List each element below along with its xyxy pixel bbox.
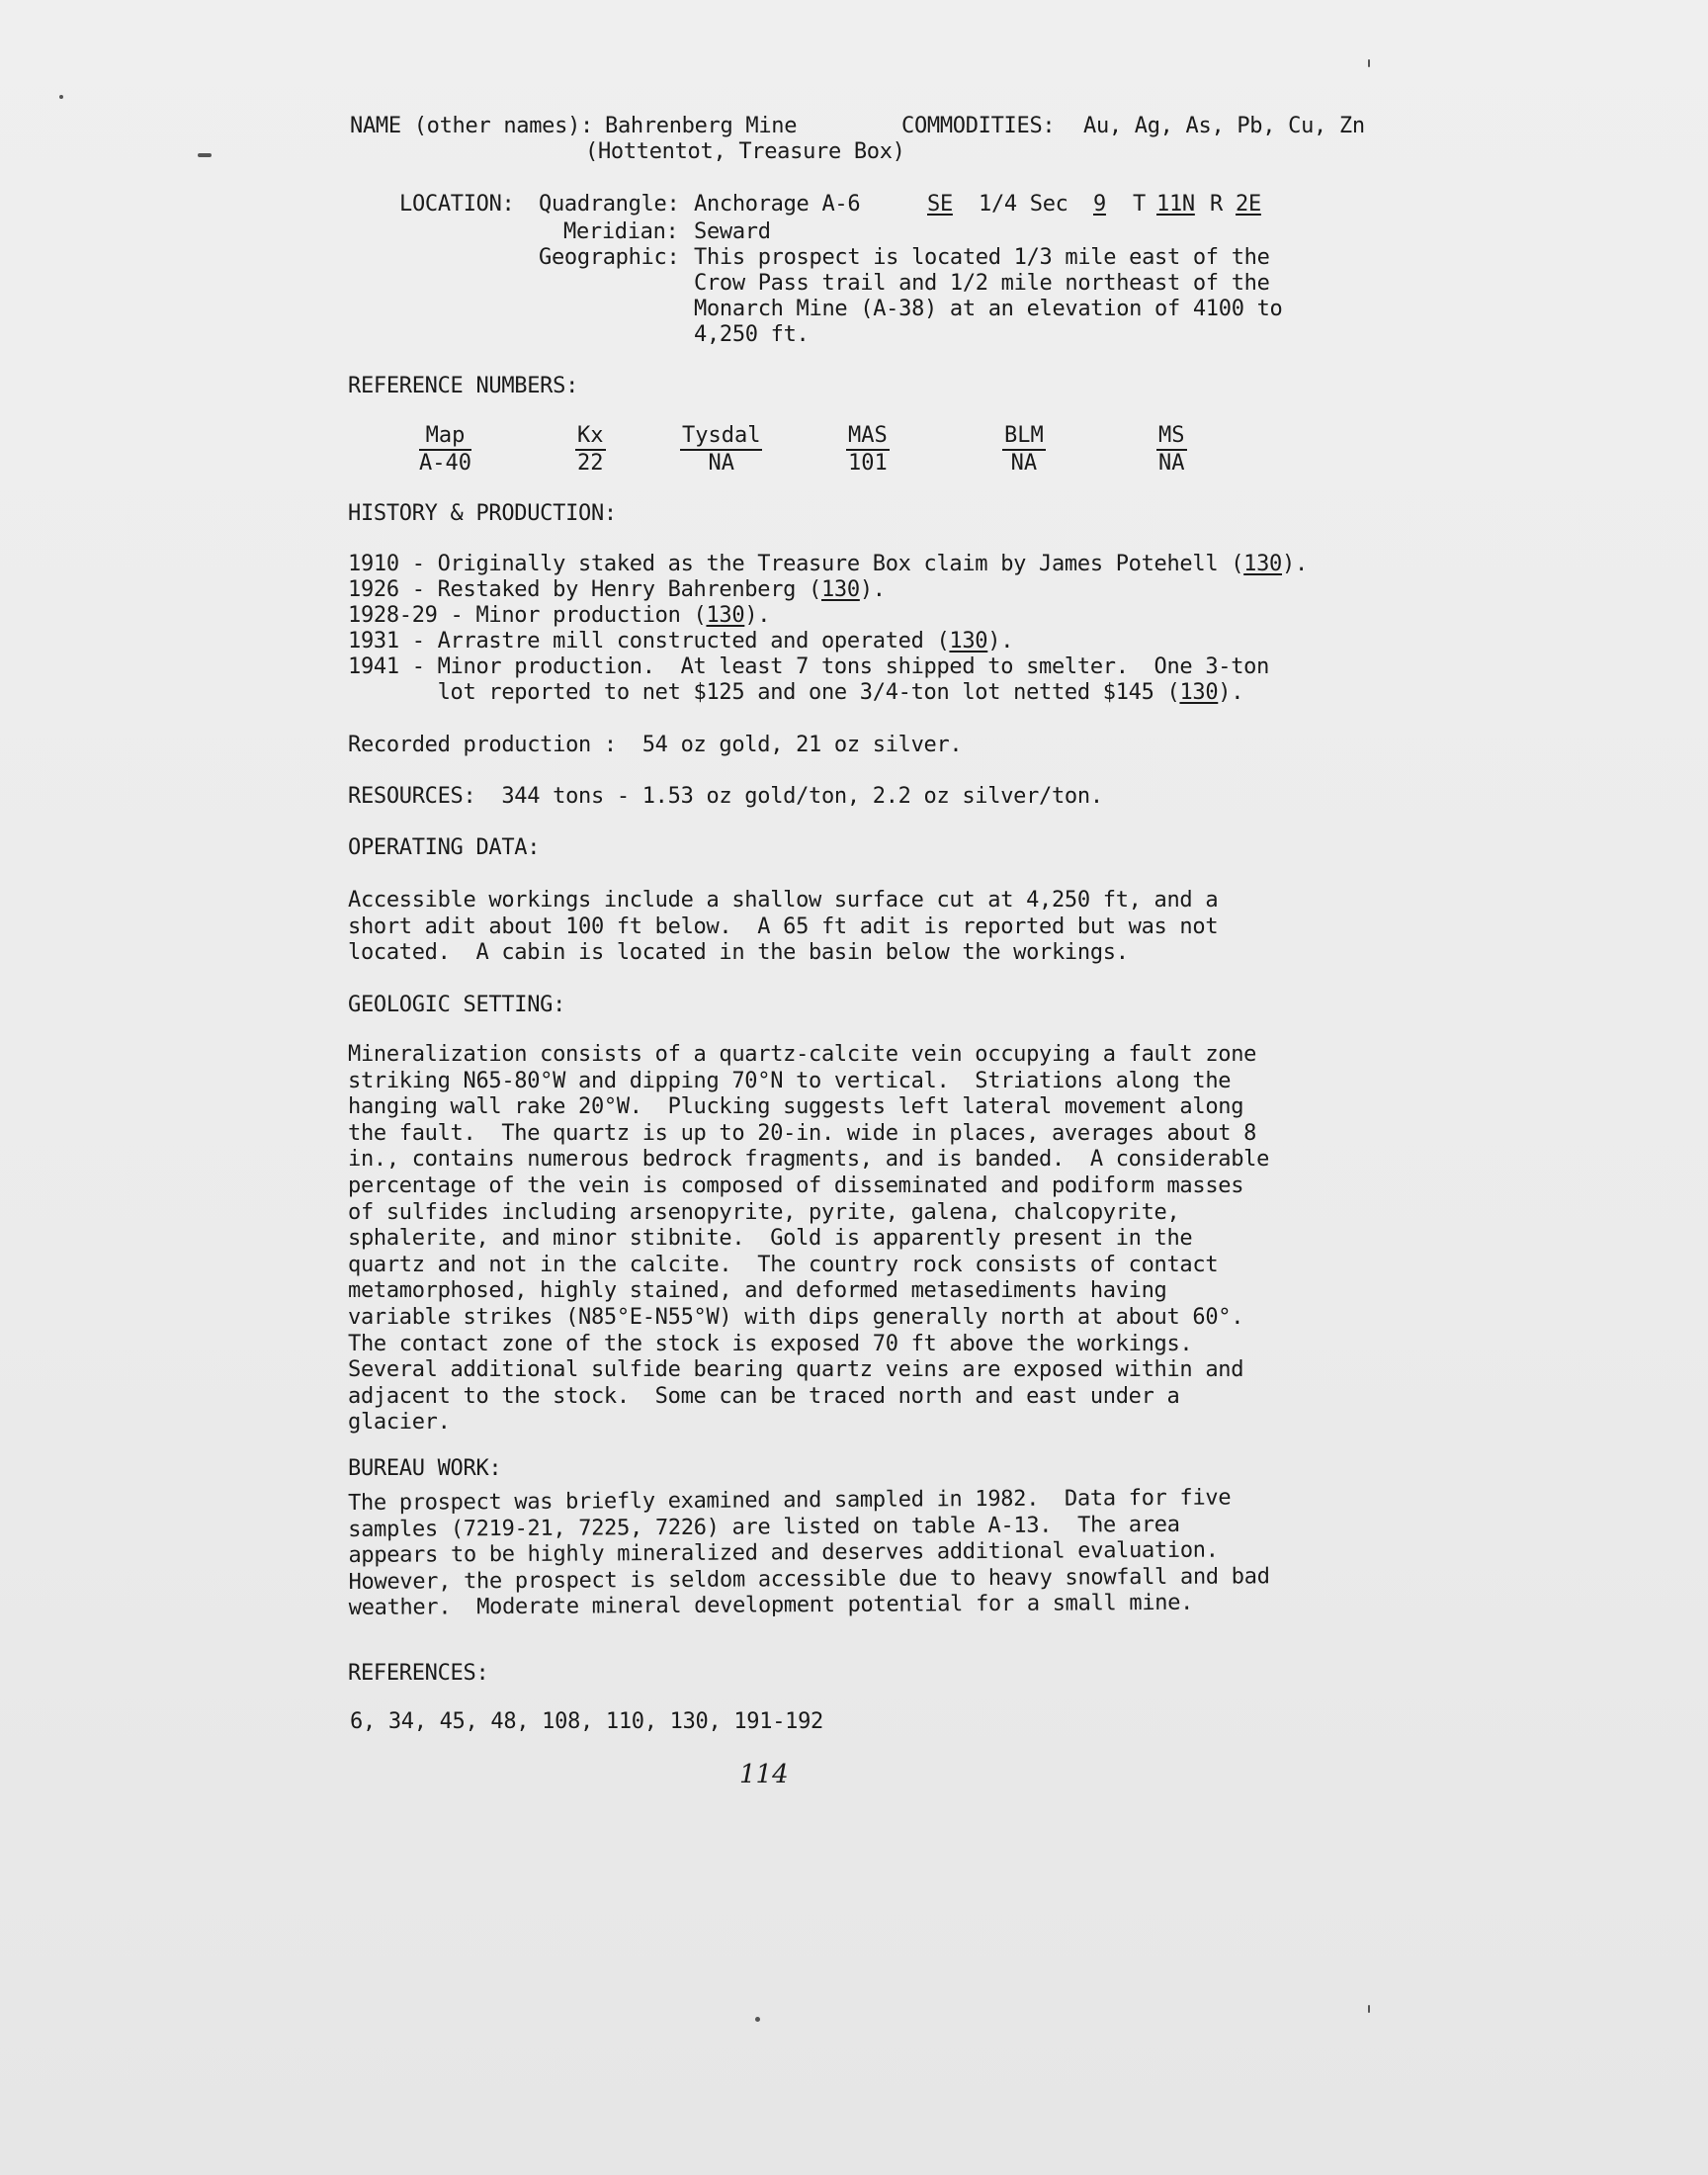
reference-numbers-heading: REFERENCE NUMBERS: bbox=[348, 374, 579, 398]
history-entry: 1941 - Minor production. At least 7 tons shipped to smelter. One 3-ton bbox=[348, 654, 1270, 679]
ref-value: 101 bbox=[848, 451, 888, 476]
quarter-suffix: 1/4 Sec bbox=[979, 192, 1068, 217]
ref-label: MS bbox=[1156, 423, 1187, 451]
scan-speck bbox=[1368, 2005, 1370, 2013]
section-value: 9 bbox=[1093, 192, 1106, 217]
ref-col-tysdal bbox=[680, 423, 762, 477]
scan-speck bbox=[1368, 59, 1370, 67]
quadrangle-label: Quadrangle: bbox=[539, 192, 680, 217]
ref-value: A-40 bbox=[419, 451, 471, 476]
range-value: 2E bbox=[1236, 192, 1261, 217]
resources: RESOURCES: 344 tons - 1.53 oz gold/ton, 2.2 oz silver/ton. bbox=[348, 784, 1103, 809]
name-label: NAME (other names): bbox=[350, 114, 593, 138]
bureau-work-text: The prospect was briefly examined and sampled in 1982. Data for five samples (7219-21, 7225, 7226) are listed on table A-13. The area appears to be highly mineralized and deserves additional evaluation. However, the prospect is seldom accessible due to heavy snowfall and bad weather. Moderate mineral development potential for a small mine. bbox=[348, 1485, 1270, 1621]
references-value: 6, 34, 45, 48, 108, 110, 130, 191-192 bbox=[350, 1709, 823, 1734]
commodities-value: Au, Ag, As, Pb, Cu, Zn bbox=[1083, 114, 1365, 138]
history-entry: 1928-29 - Minor production (130). bbox=[348, 603, 771, 628]
ref-value: NA bbox=[1158, 451, 1185, 476]
history-entry: lot reported to net $125 and one 3/4-ton lot netted $145 (130). bbox=[348, 680, 1244, 705]
scan-speck bbox=[59, 95, 63, 99]
other-names: (Hottentot, Treasure Box) bbox=[585, 139, 905, 164]
quarter-value: SE bbox=[927, 192, 953, 217]
geographic-line-3: Monarch Mine (A-38) at an elevation of 4100 to bbox=[694, 297, 1283, 321]
operating-data-heading: OPERATING DATA: bbox=[348, 835, 541, 860]
scan-speck bbox=[755, 2017, 760, 2022]
ref-label: Map bbox=[419, 423, 471, 451]
ref-value: NA bbox=[708, 451, 734, 476]
ref-label: Tysdal bbox=[680, 423, 762, 451]
history-entry: 1910 - Originally staked as the Treasure Box claim by James Potehell (130). bbox=[348, 552, 1308, 576]
ref-col-blm bbox=[1002, 423, 1046, 477]
ref-col-kx bbox=[575, 423, 606, 477]
ref-value: NA bbox=[1010, 451, 1038, 476]
ref-col-map bbox=[419, 423, 471, 477]
geologic-setting-text: Mineralization consists of a quartz-calcite vein occupying a fault zone striking N65-80°W and dipping 70°N to vertical. Striations along the hanging wall rake 20°W. Plucking suggests left lateral movement along the fault. The quartz is up to 20-in. wide in places, averages about 8 in., contains numerous bedrock fragments, and is banded. A considerable percentage of the vein is composed of disseminated and podiform masses of sulfides including arsenopyrite, pyrite, galena, chalcopyrite, sphalerite, and minor stibnite. Gold is apparently present in the quartz and not in the calcite. The country rock consists of contact metamorphosed, highly stained, and deformed metasediments having variable strikes (N85°E-N55°W) with dips generally north at about 60°. The contact zone of the stock is exposed 70 ft above the workings. Several additional sulfide bearing quartz veins are exposed within and adjacent to the stock. Some can be traced north and east under a glacier. bbox=[348, 1042, 1270, 1436]
recorded-production: Recorded production : 54 oz gold, 21 oz silver. bbox=[348, 733, 963, 757]
geographic-line-1: This prospect is located 1/3 mile east of the bbox=[694, 245, 1270, 270]
ref-label: MAS bbox=[846, 423, 890, 451]
page-number: 114 bbox=[739, 1760, 789, 1789]
meridian-label: Meridian: bbox=[563, 219, 679, 244]
range-label: R bbox=[1210, 192, 1223, 217]
geographic-line-2: Crow Pass trail and 1/2 mile northeast of the bbox=[694, 271, 1270, 296]
references-heading: REFERENCES: bbox=[348, 1661, 489, 1686]
history-entry: 1926 - Restaked by Henry Bahrenberg (130). bbox=[348, 577, 886, 602]
history-heading: HISTORY & PRODUCTION: bbox=[348, 501, 617, 526]
location-label: LOCATION: bbox=[399, 192, 515, 217]
history-entry: 1931 - Arrastre mill constructed and operated (130). bbox=[348, 629, 1014, 653]
bureau-work-heading: BUREAU WORK: bbox=[348, 1456, 502, 1481]
township-value: 11N bbox=[1156, 192, 1195, 217]
ref-label: BLM bbox=[1002, 423, 1046, 451]
ref-col-mas bbox=[846, 423, 890, 477]
ref-value: 22 bbox=[577, 451, 604, 476]
ref-label: Kx bbox=[575, 423, 606, 451]
geologic-setting-heading: GEOLOGIC SETTING: bbox=[348, 993, 566, 1017]
scan-speck bbox=[198, 153, 212, 157]
township-label: T bbox=[1133, 192, 1146, 217]
commodities-label: COMMODITIES: bbox=[901, 114, 1056, 138]
meridian-value: Seward bbox=[694, 219, 771, 244]
name-value: Bahrenberg Mine bbox=[605, 114, 798, 138]
operating-data-text: Accessible workings include a shallow surface cut at 4,250 ft, and a short adit about 100 ft below. A 65 ft adit is reported but was not located. A cabin is located in the basin below the workings. bbox=[348, 888, 1219, 966]
geographic-line-4: 4,250 ft. bbox=[694, 322, 810, 347]
quadrangle-value: Anchorage A-6 bbox=[694, 192, 861, 217]
ref-col-ms bbox=[1156, 423, 1187, 477]
geographic-label: Geographic: bbox=[539, 245, 680, 270]
